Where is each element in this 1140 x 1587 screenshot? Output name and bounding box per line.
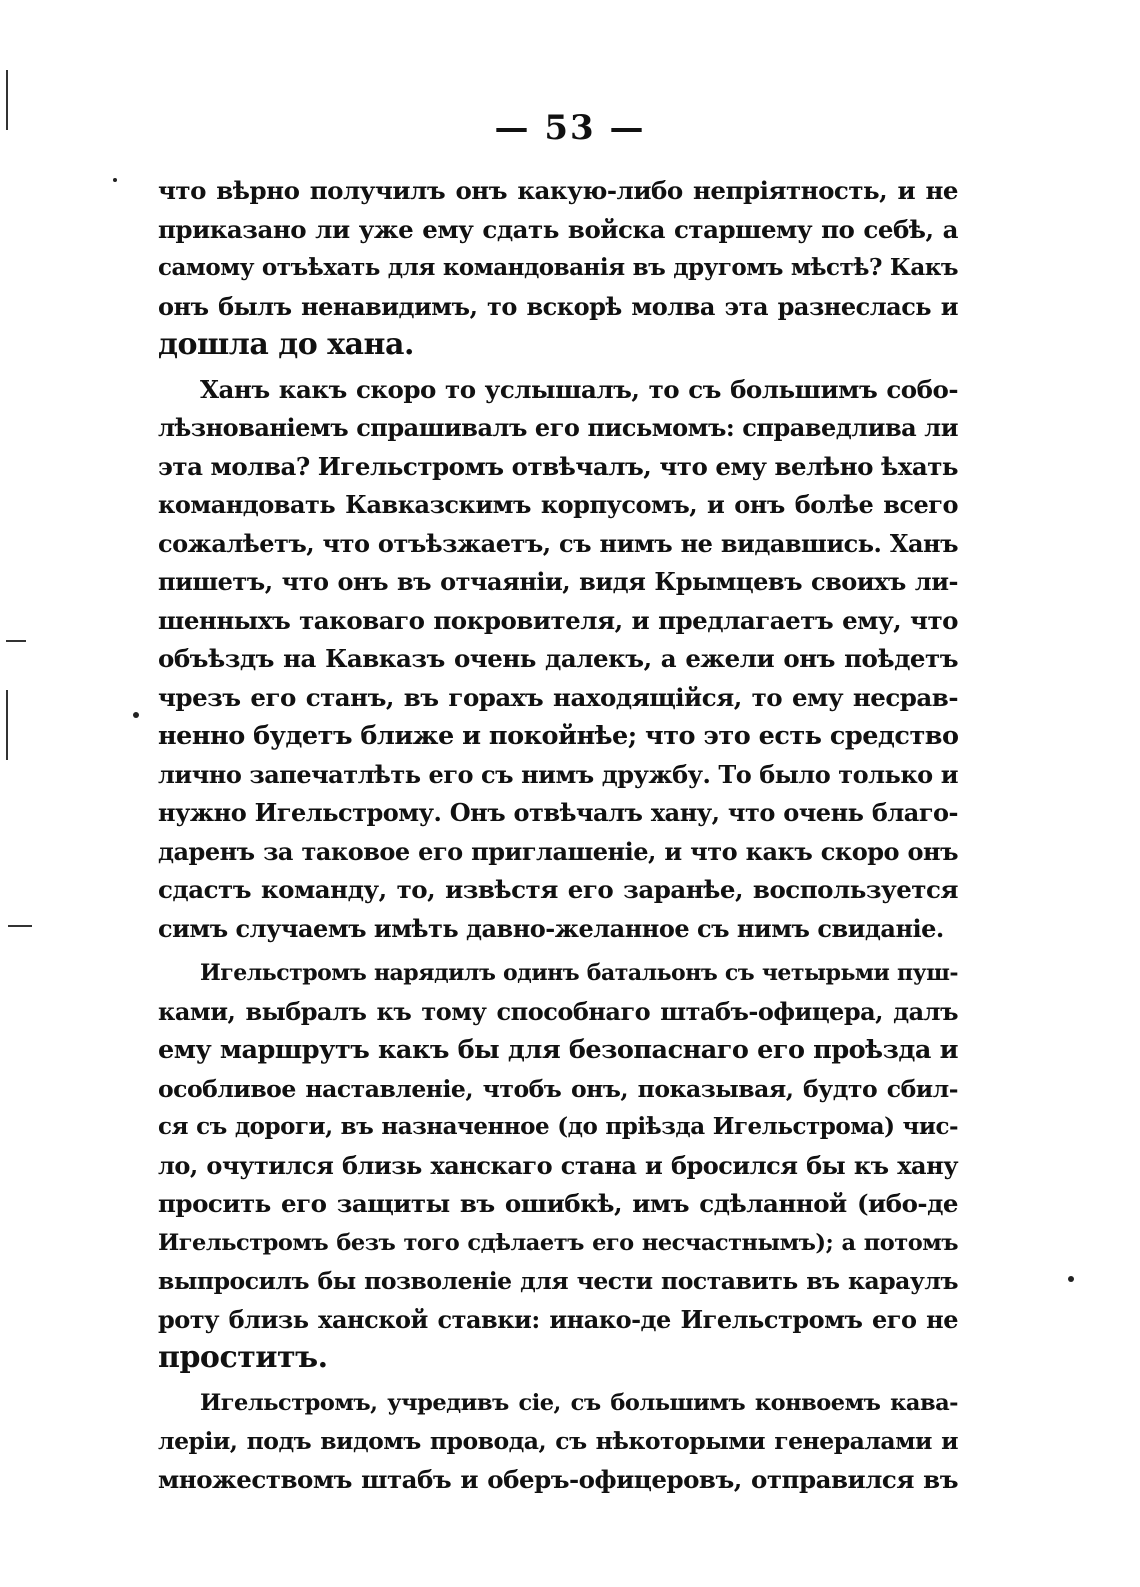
text-line: Игельстромъ, учредивъ сіе, съ большимъ конвоемъ кава- xyxy=(200,1389,958,1416)
text-line: леріи, подъ видомъ провода, съ нѣкоторыми генералами и xyxy=(158,1427,958,1455)
paragraph xyxy=(158,172,958,365)
text-line: лѣзнованіемъ спрашивалъ его письмомъ: справедлива ли xyxy=(158,413,958,442)
text-line: эта молва? Игельстромъ отвѣчалъ, что ему велѣно ѣхать xyxy=(158,451,958,481)
text-line: Ханъ какъ скоро то услышалъ, то съ большимъ собо- xyxy=(200,374,958,404)
body-text xyxy=(158,172,958,1499)
page-number: — 53 — xyxy=(494,108,646,148)
paragraph xyxy=(158,371,958,949)
text-line: особливое наставленіе, чтобъ онъ, показывая, будто сбил- xyxy=(158,1074,958,1103)
text-line: выпросилъ бы позволеніе для чести поставить въ караулъ xyxy=(158,1267,958,1295)
text-line: дошла до хана. xyxy=(158,327,414,362)
text-line: командовать Кавказскимъ корпусомъ, и онъ болѣе всего xyxy=(158,490,958,519)
ink-dot xyxy=(1068,1276,1074,1282)
text-line: просить его защиты въ ошибкѣ, имъ сдѣланной (ибо-де xyxy=(158,1189,958,1218)
paragraph xyxy=(158,1384,958,1500)
text-line: приказано ли уже ему сдать войска старшему по себѣ, а xyxy=(158,214,958,244)
text-line: самому отъѣхать для командованія въ другомъ мѣстѣ? Какъ xyxy=(158,254,958,281)
text-line: Игельстромъ нарядилъ одинъ батальонъ съ четырьми пуш- xyxy=(200,960,958,986)
margin-mark xyxy=(6,690,8,760)
text-line: нужно Игельстрому. Онъ отвѣчалъ хану, что очень благо- xyxy=(158,798,958,827)
text-line: сожалѣетъ, что отъѣзжаетъ, съ нимъ не видавшись. Ханъ xyxy=(158,528,958,558)
text-line: ло, очутился близь ханскаго стана и бросился бы къ хану xyxy=(158,1150,958,1180)
paragraph xyxy=(158,954,958,1378)
text-line: пишетъ, что онъ въ отчаяніи, видя Крымцевъ своихъ ли- xyxy=(158,567,958,596)
ink-dot xyxy=(113,178,117,182)
text-line: что вѣрно получилъ онъ какую-либо непріятность, и не xyxy=(158,176,958,205)
text-line: роту близь ханской ставки: инако-де Игельстромъ его не xyxy=(158,1304,958,1334)
margin-mark xyxy=(8,925,32,927)
text-line: даренъ за таковое его приглашеніе, и что какъ скоро онъ xyxy=(158,836,958,866)
text-line: ками, выбралъ къ тому способнаго штабъ-офицера, далъ xyxy=(158,996,958,1026)
text-line: лично запечатлѣть его съ нимъ дружбу. То было только и xyxy=(158,759,958,789)
text-line: объѣздъ на Кавказъ очень далекъ, а ежели онъ поѣдетъ xyxy=(158,644,958,673)
text-line: сдастъ команду, то, извѣстя его заранѣе, воспользуется xyxy=(158,875,958,904)
margin-mark xyxy=(6,640,26,642)
text-line: ненно будетъ ближе и покойнѣе; что это есть средство xyxy=(158,721,959,751)
text-line: проститъ. xyxy=(158,1340,328,1375)
text-line: онъ былъ ненавидимъ, то вскорѣ молва эта разнеслась и xyxy=(158,291,958,321)
text-line: множествомъ штабъ и оберъ-офицеровъ, отправился въ xyxy=(158,1464,958,1494)
text-line: чрезъ его станъ, въ горахъ находящійся, то ему несрав- xyxy=(158,682,958,712)
text-line: симъ случаемъ имѣть давно-желанное съ нимъ свиданіе. xyxy=(158,913,944,943)
text-line: ему маршрутъ какъ бы для безопаснаго его проѣзда и xyxy=(158,1035,958,1065)
text-line: ся съ дороги, въ назначенное (до пріѣзда Игельстрома) чис- xyxy=(158,1113,958,1140)
ink-dot xyxy=(133,712,139,718)
text-line: Игельстромъ безъ того сдѣлаетъ его несчастнымъ); а потомъ xyxy=(158,1229,958,1256)
text-line: шенныхъ таковаго покровителя, и предлагаетъ ему, что xyxy=(158,605,958,635)
